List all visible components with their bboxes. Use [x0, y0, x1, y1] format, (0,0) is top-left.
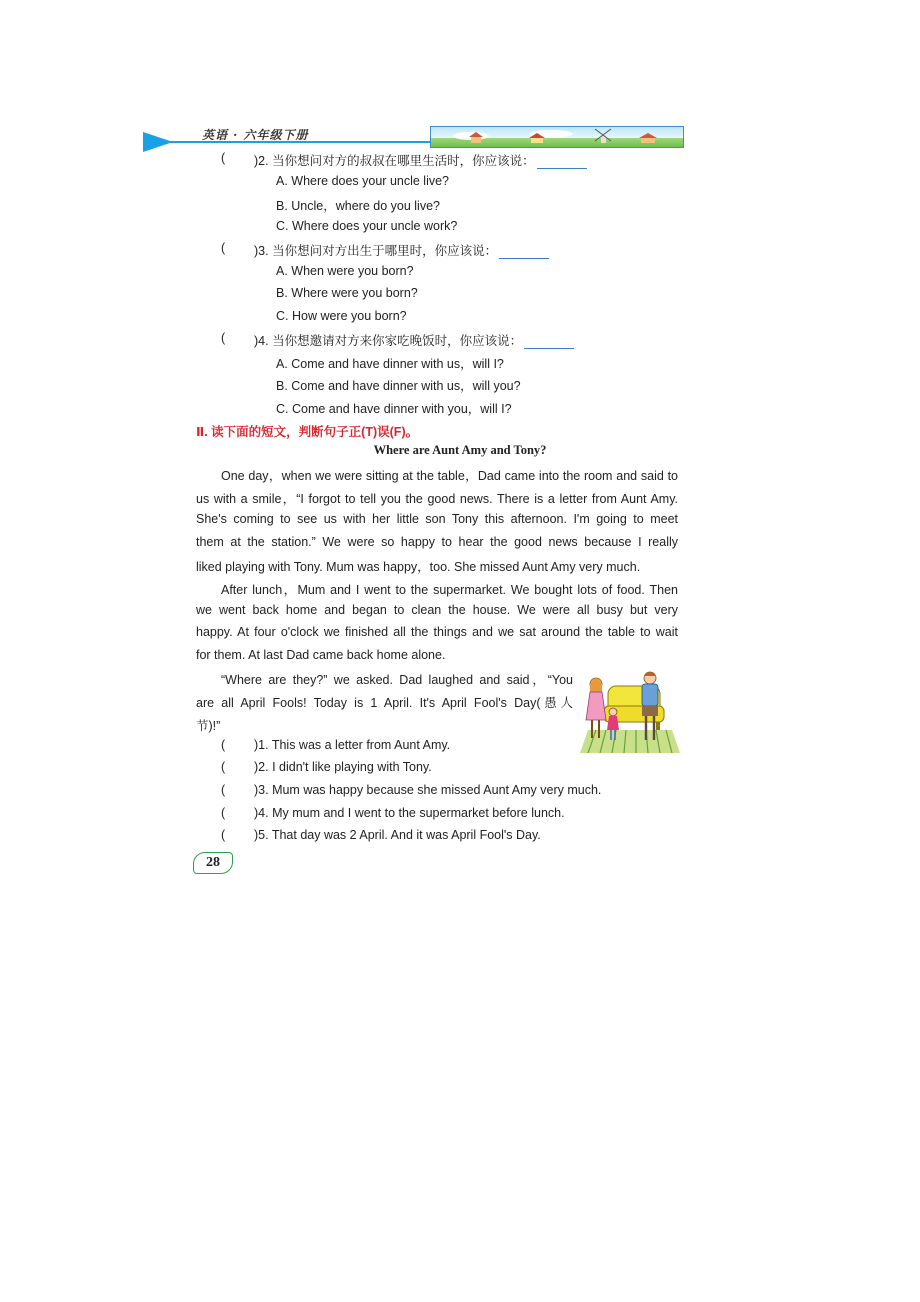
statement-3-text: 3. Mum was happy because she missed Aunt Amy very much.	[258, 783, 602, 797]
story-line: She's coming to see us with her little son Tony this afternoon. I'm going to meet	[196, 512, 678, 526]
question-3-option-b: B. Where were you born?	[276, 286, 418, 300]
question-2-prompt: 2. 当你想问对方的叔叔在哪里生活时，你应该说：	[258, 154, 535, 168]
question-2-option-a: A. Where does your uncle live?	[276, 174, 450, 188]
answer-bracket-close: )	[254, 783, 259, 797]
answer-blank[interactable]	[499, 246, 549, 259]
header-banner-illustration	[430, 126, 684, 148]
question-3-option-c: C. How were you born?	[276, 309, 407, 323]
story-line: After lunch，Mum and I went to the supermarket. We bought lots of food. Then	[221, 583, 678, 597]
question-3-row	[254, 241, 549, 259]
answer-bracket-close: )	[254, 828, 259, 842]
question-3-option-a: A. When were you born?	[276, 264, 414, 278]
story-title: Where are Aunt Amy and Tony?	[373, 443, 547, 457]
statement-5	[254, 828, 541, 842]
answer-bracket-close: )	[254, 154, 259, 168]
statement-5-text: 5. That day was 2 April. And it was April Fool's Day.	[258, 828, 541, 842]
question-4-prompt: 4. 当你想邀请对方来你家吃晚饭时，你应该说：	[258, 334, 523, 348]
question-4-option-a: A. Come and have dinner with us，will I?	[276, 357, 504, 371]
story-line: 节)!”	[196, 719, 221, 733]
answer-bracket-open: (	[221, 828, 226, 842]
family-illustration	[580, 668, 680, 753]
statement-4	[254, 806, 565, 820]
statement-1-text: 1. This was a letter from Aunt Amy.	[258, 738, 451, 752]
question-2-option-c: C. Where does your uncle work?	[276, 219, 458, 233]
windmill-landscape-icon	[431, 127, 683, 147]
answer-bracket-open: (	[221, 151, 226, 165]
answer-bracket-open: (	[221, 806, 226, 820]
answer-bracket-open: (	[221, 241, 226, 255]
statement-2-text: 2. I didn't like playing with Tony.	[258, 760, 432, 774]
statement-3	[254, 783, 601, 797]
page-number: 28	[206, 855, 220, 870]
question-4-row	[254, 331, 574, 349]
running-header-title: 英语 · 六年级下册	[202, 128, 309, 142]
answer-bracket-close: )	[254, 244, 259, 258]
answer-bracket-open: (	[221, 760, 226, 774]
story-line: are all April Fools! Today is 1 April. It's April Fool's Day(愚人	[196, 696, 573, 710]
answer-bracket-open: (	[221, 331, 226, 345]
story-line: we went back home and began to clean the house. We were all busy but very	[196, 603, 678, 617]
answer-bracket-open: (	[221, 738, 226, 752]
answer-blank[interactable]	[524, 336, 574, 349]
answer-bracket-close: )	[254, 738, 259, 752]
question-2-option-b: B. Uncle，where do you live?	[276, 199, 440, 213]
story-line: happy. At four o'clock we finished all the things and we sat around the table to wait	[196, 625, 678, 639]
statement-2	[254, 760, 432, 774]
story-line: liked playing with Tony. Mum was happy，too. She missed Aunt Amy very much.	[196, 560, 641, 574]
question-4-option-c: C. Come and have dinner with you，will I?	[276, 402, 512, 416]
answer-bracket-open: (	[221, 783, 226, 797]
statement-1	[254, 738, 450, 752]
answer-blank[interactable]	[537, 156, 587, 169]
question-3-prompt: 3. 当你想问对方出生于哪里时，你应该说：	[258, 244, 498, 258]
question-4-option-b: B. Come and have dinner with us，will you?	[276, 379, 521, 393]
family-sofa-illustration-icon	[580, 668, 680, 753]
answer-bracket-close: )	[254, 806, 259, 820]
story-line: “Where are they?” we asked. Dad laughed and said，“You	[221, 673, 573, 687]
section-2-heading: Ⅱ. 读下面的短文，判断句子正(T)误(F)。	[196, 425, 419, 439]
statement-4-text: 4. My mum and I went to the supermarket before lunch.	[258, 806, 565, 820]
question-2-row	[254, 151, 587, 169]
answer-bracket-close: )	[254, 334, 259, 348]
answer-bracket-close: )	[254, 760, 259, 774]
page-number-badge	[193, 852, 233, 874]
story-line: them at the station.” We were so happy to hear the good news because I really	[196, 535, 678, 549]
story-line: us with a smile，“I forgot to tell you the good news. There is a letter from Aunt Amy.	[196, 492, 678, 506]
story-line: for them. At last Dad came back home alone.	[196, 648, 446, 662]
story-line: One day，when we were sitting at the table，Dad came into the room and said to	[221, 469, 678, 483]
